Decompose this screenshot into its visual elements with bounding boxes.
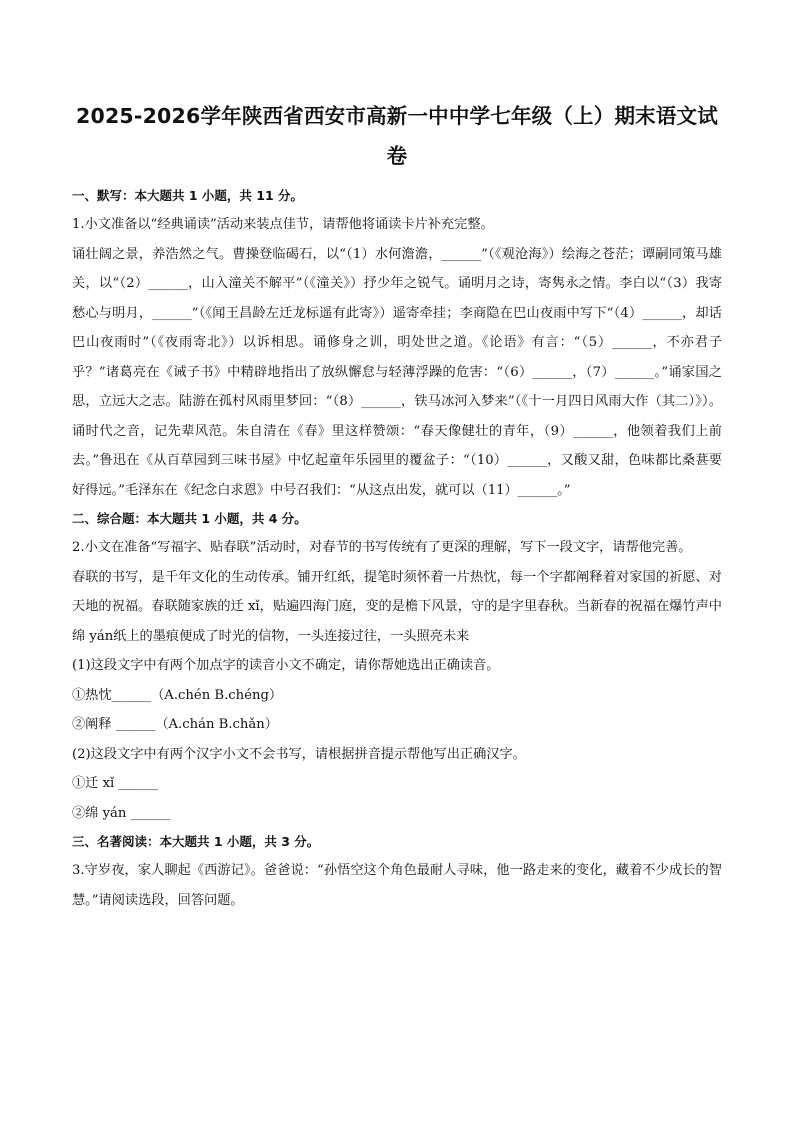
question-2-part-2-item-2: ②绵 yán ______ [72, 805, 171, 821]
question-2-part-2: (2)这段文字中有两个汉字小文不会书写，请根据拼音提示帮他写出正确汉字。 [72, 746, 526, 762]
exam-page [72, 96, 722, 915]
question-2-part-1-item-2: ②阐释 ______（A.chán B.chǎn） [72, 717, 278, 732]
section-comprehensive [72, 505, 722, 828]
exam-title [72, 96, 722, 176]
section-heading: 三、名著阅读：本大题共 1 小题，共 3 分。 [72, 834, 320, 849]
section-classic-reading [72, 828, 722, 915]
exam-title-line-2: 卷 [386, 144, 408, 168]
section-heading: 二、综合题：本大题共 1 小题，共 4 分。 [72, 511, 307, 526]
question-2-part-2-item-1: ①迁 xǐ ______ [72, 776, 158, 791]
question-2-passage: 春联的书写，是千年文化的生动传承。铺开红纸，提笔时须怀着一片热忱，每一个字都阐释着对家国的祈愿、对天地的祝福。春联随家族的迁 xǐ，贴遍四海门庭，变的是檐下风景，守的是字里春秋。当新春的祝福在爆竹声中绵 yán纸上的墨痕便成了时光的信物，一头连接过往，一头照亮未来 [72, 569, 722, 644]
question-2-part-1: (1)这段文字中有两个加点字的读音小文不确定，请你帮她选出正确读音。 [72, 658, 500, 673]
question-3-prompt: 3.守岁夜，家人聊起《西游记》。爸爸说：“孙悟空这个角色最耐人寻味，他一路走来的变化，藏着不少成长的智慧。”请阅读选段，回答问题。 [72, 863, 722, 908]
question-2-part-1-item-1: ①热忱______（A.chén B.chéng） [72, 687, 283, 703]
question-1-prompt: 1.小文准备以“经典诵读”活动来装点佳节，请帮他将诵读卡片补充完整。 [72, 217, 494, 232]
section-heading: 一、默写：本大题共 1 小题，共 11 分。 [72, 188, 304, 203]
exam-title-line-1: 2025-2026学年陕西省西安市高新一中中学七年级（上）期末语文试 [76, 104, 718, 128]
section-dictation [72, 182, 722, 505]
question-1-passage: 诵壮阔之景，养浩然之气。曹操登临碣石，以“（1）水何澹澹，______”（《观沧海》）绘海之苍茫；谭嗣同策马雄关，以“（2）______，山入潼关不解平”（《潼关》）抒少年之锐气。诵明月之诗，寄隽永之情。李白以“（3）我寄愁心与明月，______”（《闻王昌龄左迁龙标遥有此寄》）遥寄牵挂；李商隐在巴山夜雨中写下“（4）______，却话巴山夜雨时”（《夜雨寄北》）以诉相思。诵修身之训，明处世之道。《论语》有言：“（5）______，不亦君子乎？”诸葛亮在《诫子书》中精辟地指出了放纵懈怠与轻薄浮躁的危害：“（6）______，（7）______。”诵家国之思，立远大之志。陆游在孤村风雨里梦回：“（8）______，铁马冰河入梦来”（《十一月四日风雨大作（其二）》）。诵时代之音，记先辈风范。朱自清在《春》里这样赞颂：“春天像健壮的青年，（9）______，他领着我们上前去。”鲁迅在《从百草园到三味书屋》中忆起童年乐园里的覆盆子：“（10）______，又酸又甜，色味都比桑葚要好得远。”毛泽东在《纪念白求恩》中号召我们：“从这点出发，就可以（11）______。” [72, 246, 722, 498]
question-2-prompt: 2.小文在准备“写福字、贴春联”活动时，对春节的书写传统有了更深的理解，写下一段文字，请帮他完善。 [72, 540, 692, 555]
